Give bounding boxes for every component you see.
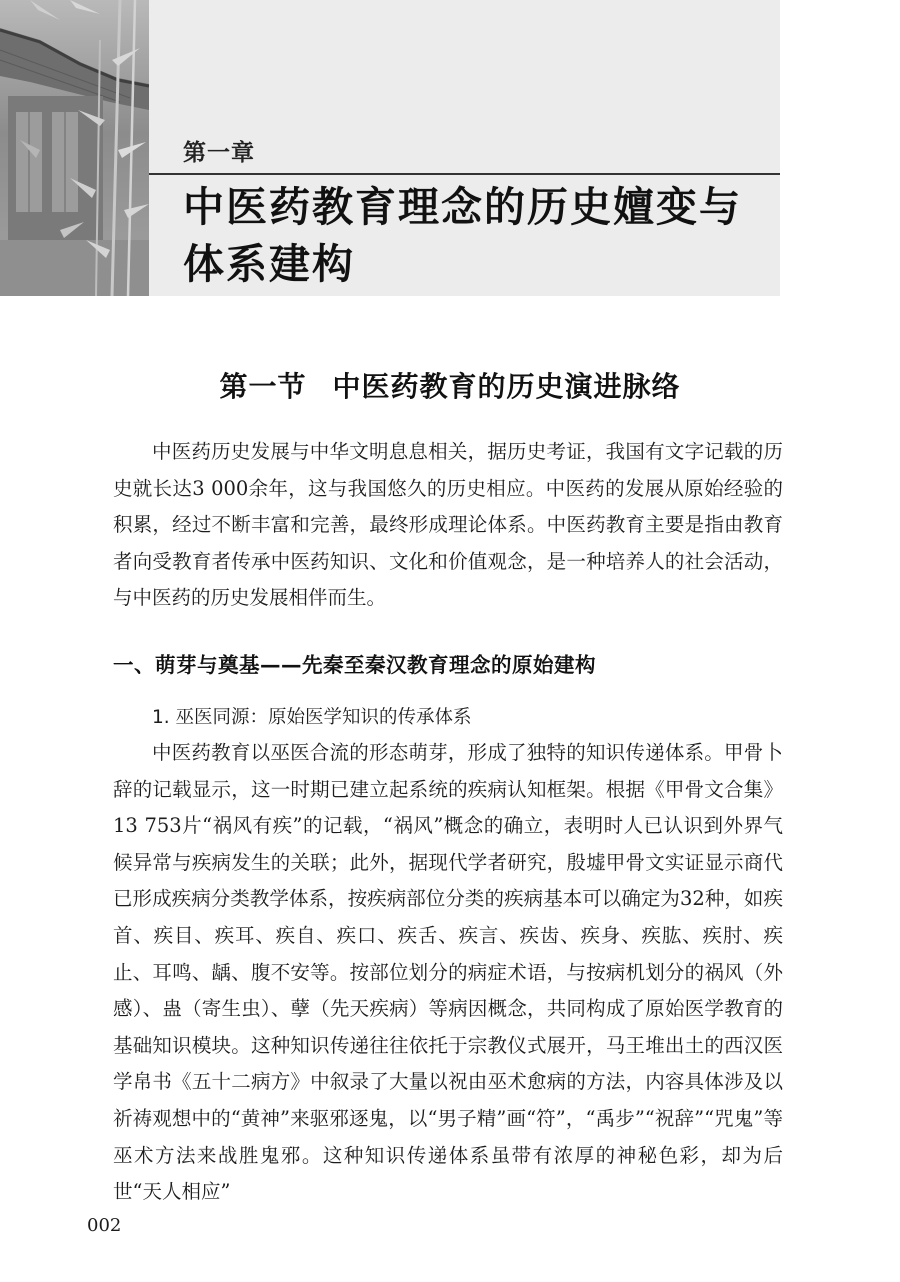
chapter-label: 第一章 (183, 140, 255, 166)
section-title-text: 中医药教育的历史演进脉络 (332, 370, 681, 403)
pavilion-bamboo-photo (0, 0, 149, 296)
section-number: 第一节 (219, 370, 307, 403)
chapter-banner (0, 0, 780, 296)
intro-paragraph: 中医药历史发展与中华文明息息相关，据历史考证，我国有文字记载的历史就长达3 000余年，这与我国悠久的历史相应。中医药的发展从原始经验的积累，经过不断丰富和完善，最终形成理论体系。中医药教育主要是指由教育者向受教育者传承中医药知识、文化和价值观念，是一种培养人的社会活动，与中医药的历史发展相伴而生。 (113, 440, 783, 610)
pavilion-bamboo-illustration (0, 0, 149, 296)
subsubsection-heading: 1. 巫医同源：原始医学知识的传承体系 (152, 707, 472, 728)
intro-paragraph-block (113, 434, 783, 617)
chapter-title: 中医药教育理念的历史嬗变与体系建构 (183, 183, 742, 288)
subsection-heading: 一、萌芽与奠基——先秦至秦汉教育理念的原始建构 (113, 653, 596, 677)
body-paragraph-block (113, 735, 783, 1211)
body-paragraph: 中医药教育以巫医合流的形态萌芽，形成了独特的知识传递体系。甲骨卜辞的记载显示，这一时期已建立起系统的疾病认知框架。根据《甲骨文合集》13 753片“祸风有疾”的记载，“祸风”概念的确立，表明时人已认识到外界气候异常与疾病发生的关联；此外，据现代学者研究，殷墟甲骨文实证显示商代已形成疾病分类教学体系，按疾病部位分类的疾病基本可以确定为32种，如疾首、疾目、疾耳、疾自、疾口、疾舌、疾言、疾齿、疾身、疾肱、疾肘、疾止、耳鸣、龋、腹不安等。按部位划分的病症术语，与按病机划分的祸风（外感）、蛊（寄生虫）、孽（先天疾病）等病因概念，共同构成了原始医学教育的基础知识模块。这种知识传递往往依托于宗教仪式展开，马王堆出土的西汉医学帛书《五十二病方》中叙录了大量以祝由巫术愈病的方法，内容具体涉及以祈祷观想中的“黄神”来驱邪逐鬼，以“男子精”画“符”，“禹步”“祝辞”“咒鬼”等巫术方法来战胜鬼邪。这种知识传递体系虽带有浓厚的神秘色彩，却为后世“天人相应” (113, 741, 783, 1204)
chapter-divider (149, 173, 780, 175)
section-title (0, 365, 900, 405)
page-number: 002 (87, 1215, 122, 1236)
